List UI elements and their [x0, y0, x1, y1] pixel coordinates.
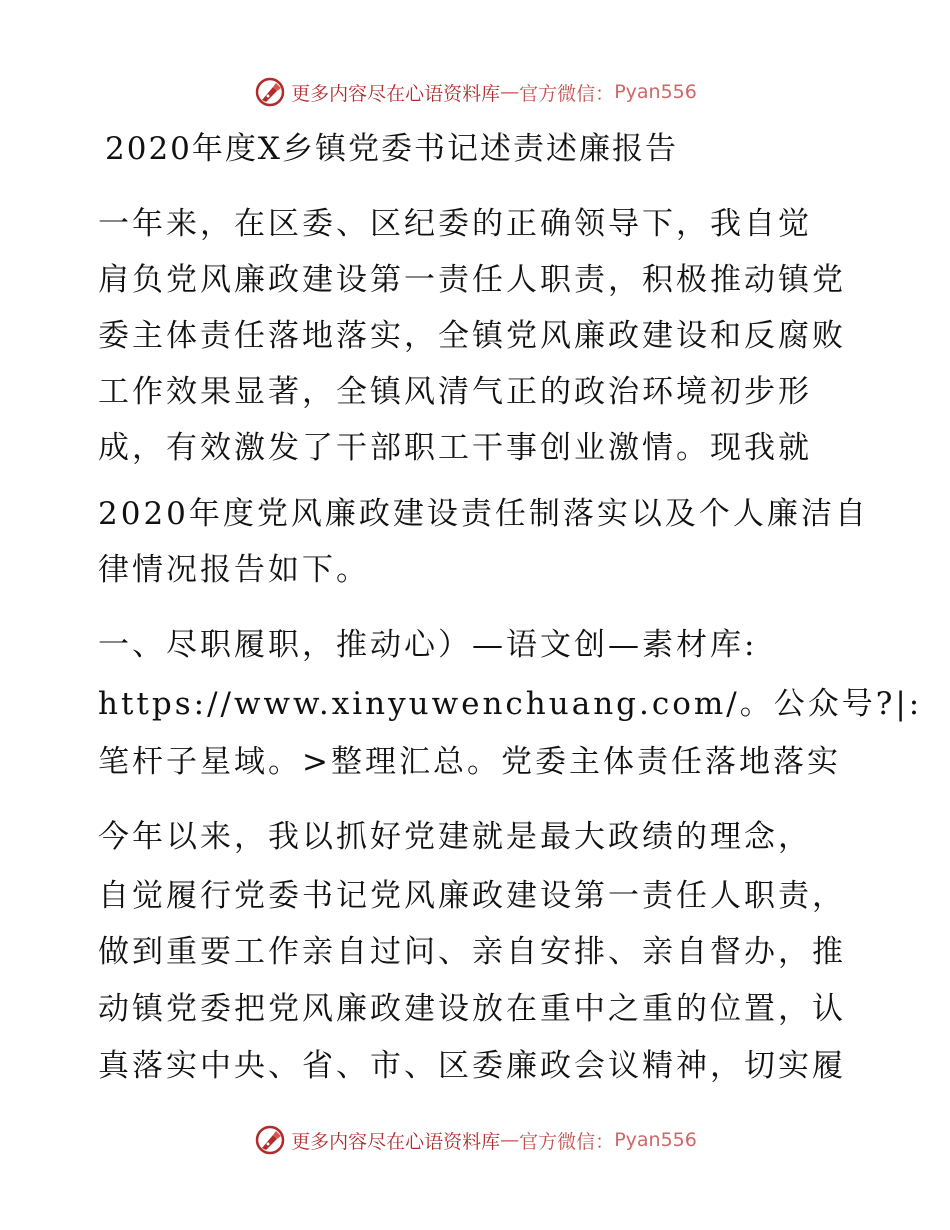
body-line: 2020年度党风廉政建设责任制落实以及个人廉洁自: [98, 496, 869, 532]
body-line: 笔杆子星域。>整理汇总。党委主体责任落地落实: [98, 744, 841, 780]
document-title: 2020年度X乡镇党委书记述责述廉报告: [105, 131, 678, 167]
banner-main-text: 更多内容尽在心语资料库: [291, 1130, 501, 1153]
section-heading: 一、尽职履职，推动心）—语文创—素材库:: [98, 627, 758, 663]
body-line: 工作效果显著，全镇风清气正的政治环境初步形: [98, 374, 812, 410]
header-banner: [0, 72, 950, 112]
banner-wechat-label: 官方微信：: [519, 82, 615, 105]
body-line: https://www.xinyuwenchuang.com/。公众号?|:: [98, 686, 923, 722]
body-line: 自觉履行党委书记党风廉政建设第一责任人职责，: [98, 878, 846, 914]
body-line: 动镇党委把党风廉政建设放在重中之重的位置，认: [98, 991, 846, 1027]
body-line: 一年来，在区委、区纪委的正确领导下，我自觉: [98, 206, 812, 242]
banner-separator: —: [500, 1129, 520, 1151]
pen-nib-logo-icon: [253, 75, 287, 109]
banner-wechat-id: Pyan556: [614, 81, 697, 103]
body-line: 成，有效激发了干部职工干事创业激情。现我就: [98, 430, 812, 466]
banner-main-text: 更多内容尽在心语资料库: [291, 82, 501, 105]
banner-wechat-id: Pyan556: [614, 1129, 697, 1151]
pen-nib-logo-icon: [253, 1123, 287, 1157]
body-line: 律情况报告如下。: [98, 552, 370, 588]
banner-wechat-label: 官方微信：: [519, 1130, 615, 1153]
body-line: 做到重要工作亲自过问、亲自安排、亲自督办，推: [98, 934, 846, 970]
body-line: 肩负党风廉政建设第一责任人职责，积极推动镇党: [98, 262, 846, 298]
footer-banner: [0, 1120, 950, 1160]
body-line: 委主体责任落地落实，全镇党风廉政建设和反腐败: [98, 318, 846, 354]
body-line: 今年以来，我以抓好党建就是最大政绩的理念，: [98, 819, 812, 855]
banner-separator: —: [500, 81, 520, 103]
body-line: 真落实中央、省、市、区委廉政会议精神，切实履: [98, 1048, 846, 1084]
